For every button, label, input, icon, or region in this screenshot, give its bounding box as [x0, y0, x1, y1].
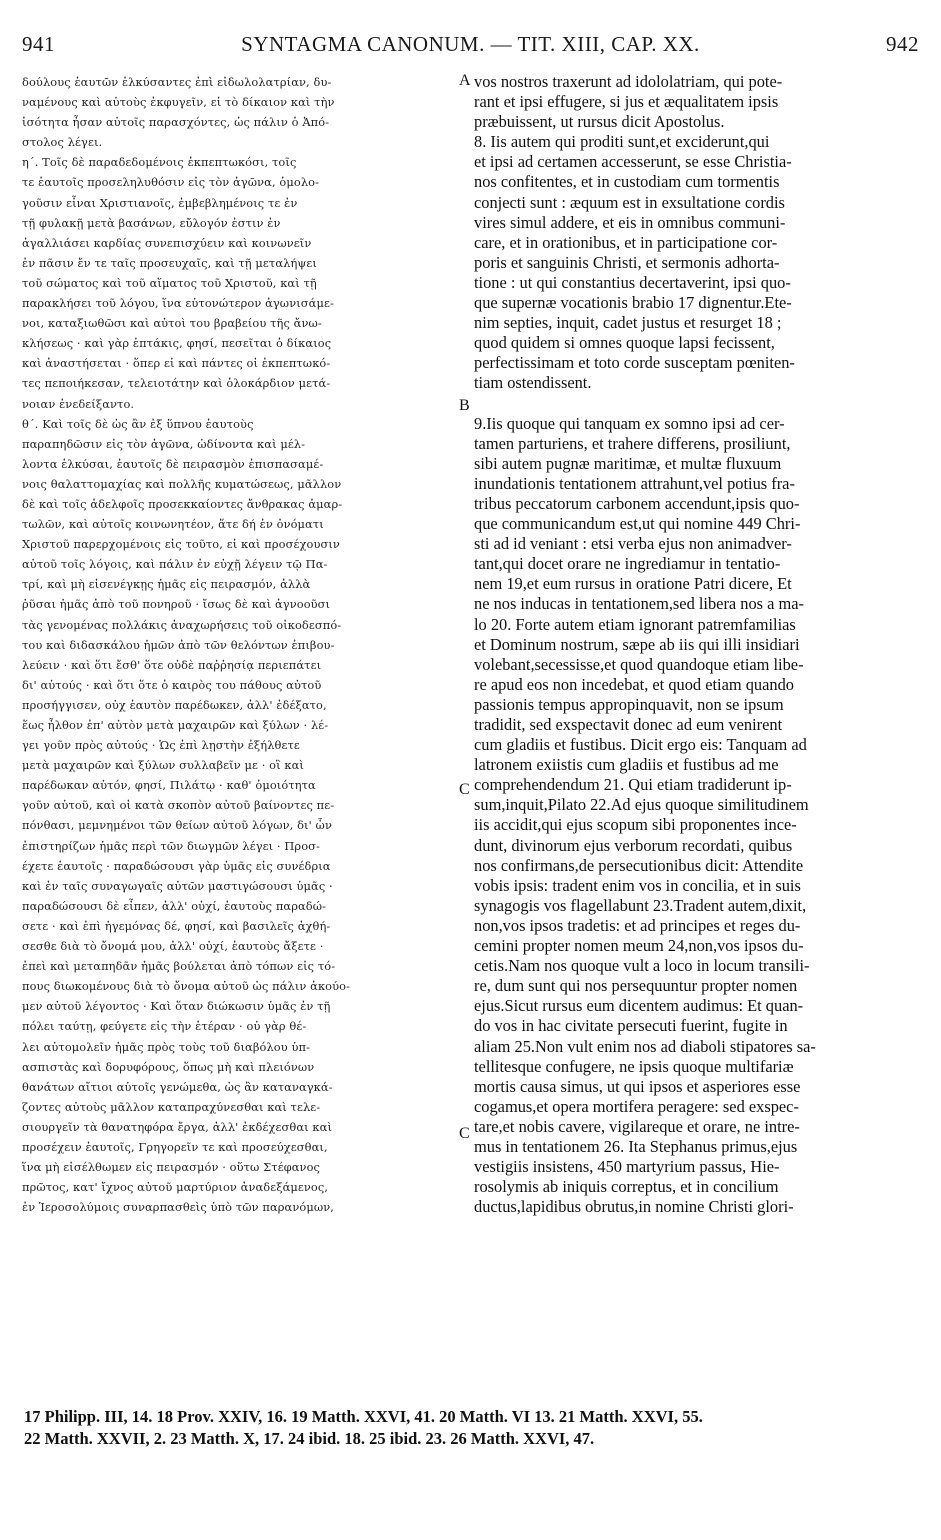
- latin-text-line: vires simul addere, et eis in omnibus communi-: [474, 212, 786, 232]
- greek-text-line: προσέχειν ἑαυτοῖς, Γρηγορεῖν τε καὶ προσεύχεσθαι,: [22, 1139, 328, 1154]
- latin-text-line: sum,inquit,Pilato 22.Ad ejus quoque similitudinem: [474, 795, 809, 815]
- footnote-line: 22 Matth. XXVII, 2. 23 Matth. X, 17. 24 ibid. 18. 25 ibid. 23. 26 Matth. XXVI, 47.: [24, 1429, 595, 1448]
- greek-text-line: πόνθασι, μεμνημένοι τῶν θείων αὐτοῦ λόγων, δι' ὧν: [22, 818, 332, 833]
- greek-text-line: πρῶτος, κατ' ἴχνος αὐτοῦ μαρτύριον ἀναδεξάμενος,: [22, 1180, 329, 1195]
- margin-marker-c-second: C: [459, 1125, 470, 1142]
- greek-text-line: ἕως ἦλθον ἐπ' αὐτὸν μετὰ μαχαιρῶν καὶ ξύλων · λέ-: [22, 718, 329, 732]
- latin-text-line: synagogis vos flagellabunt 23.Tradent autem,dixit,: [474, 895, 807, 915]
- greek-text-line: τωλῶν, καὶ αὐτοῖς κοινωνητέον, ἅτε δή ἐν ὀνόματι: [22, 517, 324, 532]
- greek-text-line: έχετε ἑαυτοῖς · παραδώσουσι γὰρ ὑμᾶς εἰς συνέδρια: [22, 858, 331, 873]
- footnote-line: 17 Philipp. III, 14. 18 Prov. XXIV, 16. 19 Matth. XXVI, 41. 20 Matth. VI 13. 21 Matth. XXVI, 55.: [24, 1407, 703, 1426]
- latin-text-line: tradidit, sed exspectavit donec ad eum venirent: [474, 715, 783, 734]
- greek-text-line: προσήγγισεν, οὐχ ἑαυτὸν παρέδωκεν, ἀλλ' ἐδέξατο,: [22, 697, 327, 712]
- greek-column: [22, 72, 454, 1217]
- latin-text-line: dunt, divinorum ejus verborum recordati, quibus: [474, 835, 793, 855]
- margin-marker-b: B: [459, 397, 470, 414]
- paragraph-gap: [474, 394, 919, 414]
- greek-text-line: τρί, καὶ μὴ εἰσενέγκῃς ἡμᾶς εἰς πειρασμόν, ἀλλὰ: [22, 577, 311, 592]
- latin-text-line: nos confirmans,de persecutionibus dicit: Attendite: [474, 855, 804, 875]
- latin-text-line: aliam 25.Non vult enim nos ad diaboli stipatores sa-: [474, 1036, 816, 1056]
- latin-text-line: conjecti sunt : æquum est in exsultatione cordis: [474, 192, 785, 212]
- latin-text-line: vobis ipsis: tradent enim vos in concilia, et in suis: [474, 875, 801, 895]
- greek-text-line: παρέδωκαν αὐτόν, φησί, Πιλάτῳ · καθ' ὁμοιότητα: [22, 778, 316, 793]
- greek-text-line: του καὶ διδασκάλου ἡμῶν ἀπὸ τῶν θελόντων ἐπιβου-: [22, 637, 335, 652]
- greek-text-line: καὶ ἐν ταῖς συναγωγαῖς αὐτῶν μαστιγώσουσι ὑμᾶς ·: [22, 878, 333, 893]
- greek-text-line: μετὰ μαχαιρῶν καὶ ξύλων συλλαβεῖν με · οἳ καὶ: [22, 758, 304, 773]
- latin-text-line: præbuissent, ut rursus dicit Apostolus.: [474, 112, 725, 132]
- latin-text-line: tellitesque confugere, ne ipsis quoque multifariæ: [474, 1056, 794, 1076]
- greek-text-line: λει αὐτομολεῖν ἡμᾶς πρὸς τοὺς τοῦ διαβόλου ὑπ-: [22, 1039, 311, 1054]
- greek-text-line: πόλει ταύτῃ, φεύγετε εἰς τὴν ἑτέραν · οὐ γὰρ θέ-: [22, 1019, 307, 1034]
- greek-text-line: τες πεποιήκεσαν, τελειοτάτην καὶ ὁλοκάρδιον μετά-: [22, 376, 331, 391]
- greek-text-line: παραπηδῶσιν εἰς τὸν ἀγῶνα, ὠδίνοντα καὶ μέλ-: [22, 436, 306, 451]
- latin-text-line: passionis tempus appropinquavit, non se ipsum: [474, 694, 784, 714]
- latin-text-line: rant et ipsi effugere, si jus et æqualitatem ipsis: [474, 92, 779, 112]
- greek-text-line: στολος λέγει.: [22, 135, 103, 150]
- latin-text-line: tribus peccatorum carbonem accendunt,ipsis quo-: [474, 493, 800, 513]
- latin-text-line: iis accidit,qui ejus scopum sibi proponentes ince-: [474, 815, 797, 835]
- greek-text-line: τῇ φυλακῇ μετὰ βασάνων, εὔλογόν ἐστιν ἐν: [22, 215, 281, 230]
- greek-text-line: κλήσεως · καὶ γὰρ ἑπτάκις, φησί, πεσεῖται ὁ δίκαιος: [22, 336, 332, 351]
- greek-text-line: παραδώσουσι δὲ εἶπεν, ἀλλ' οὐχί, ἑαυτοὺς παραδώ-: [22, 898, 327, 913]
- greek-text-line: γοῦν αὐτοῦ, καὶ οἱ κατὰ σκοπὸν αὐτοῦ βαίνοντες πε-: [22, 798, 335, 813]
- greek-text-line: λεύειν · καὶ ὅτι ἔσθ' ὅτε οὐδὲ παῤῥησίᾳ περιεπάτει: [22, 657, 322, 672]
- right-page-number: 942: [886, 32, 919, 56]
- latin-text-line: tione : ut qui constantius decertaverint, ipsi quo-: [474, 272, 791, 292]
- latin-text-line: nem 19,et eum rursus in oratione Patri dicere, Et: [474, 574, 792, 594]
- latin-text-line: 8. Iis autem qui proditi sunt,et exciderunt,qui: [474, 132, 770, 152]
- greek-text-line: μεν αὐτοῦ λέγοντος · Καὶ ὅταν διώκωσιν ὑμᾶς ἐν τῇ: [22, 999, 331, 1014]
- latin-text-line: 9.Iis quoque qui tanquam ex somno ipsi ad cer-: [474, 413, 785, 433]
- greek-text-line: αὐτοῦ τοῖς λόγοις, καὶ πάλιν ἐν εὐχῇ λέγειν τῷ Πα-: [22, 557, 328, 572]
- greek-text-line: γει γοῦν πρὸς αὐτούς · Ὡς ἐπὶ λῃστὴν ἐξήλθετε: [22, 738, 300, 753]
- margin-marker-c: C: [459, 781, 470, 798]
- latin-text-line: que communicandum est,ut qui nomine 449 Chri-: [474, 514, 801, 534]
- greek-text-line: ἰσότητα ἦσαν αὐτοῖς παρασχόντες, ὡς πάλιν ὁ Ἀπό-: [22, 115, 330, 130]
- greek-text-line: ἀγαλλιάσει καρδίας συνεπισχύειν καὶ κοινωνεῖν: [22, 235, 312, 250]
- latin-text-line: nos confitentes, et in custodiam cum tormentis: [474, 172, 780, 192]
- latin-text-line: nim septies, inquit, cadet justus et resurget 18 ;: [474, 313, 782, 333]
- greek-text-line: Χριστοῦ παρερχομένοις εἰς τοῦτο, εἰ καὶ προσέχουσιν: [22, 537, 340, 552]
- latin-text-line: sibi autem pugnæ maritimæ, et multæ fluxuum: [474, 453, 782, 473]
- greek-text-line: η΄. Τοῖς δὲ παραδεδομένοις ἐκπεπτωκόσι, τοῖς: [22, 155, 297, 170]
- greek-text-line: σετε · καὶ ἐπὶ ἡγεμόνας δέ, φησί, καὶ βασιλεῖς ἀχθή-: [22, 918, 331, 933]
- latin-text-line: latronem exiistis cum gladiis et fustibus ad me: [474, 755, 779, 775]
- running-title: SYNTAGMA CANONUM. — TIT. XIII, CAP. XX.: [241, 32, 700, 56]
- latin-text-line: ejus.Sicut rursus eum dicentem audimus: Et quan-: [474, 996, 804, 1016]
- greek-text-line: ἵνα μὴ εἰσέλθωμεν εἰς πειρασμόν · οὕτω Στέφανος: [22, 1160, 321, 1175]
- latin-text-line: et ipsi ad certamen accesserunt, se esse Christia-: [474, 152, 792, 172]
- latin-column: [474, 72, 919, 1217]
- latin-text-line: cetis.Nam nos quoque vult a loco in locum transili-: [474, 956, 810, 976]
- latin-text-line: re, dum sunt qui nos persequuntur propter nomen: [474, 976, 798, 996]
- greek-text-line: σιουργεῖν τὰ θανατηφόρα ἔργα, ἀλλ' ἐκδέχεσθαι καὶ: [22, 1119, 333, 1134]
- greek-text-line: ναμένους καὶ αὐτοὺς ἐκφυγεῖν, εἰ τὸ δίκαιον καὶ τὴν: [22, 95, 335, 110]
- greek-text-line: ασπιστὰς καὶ δορυφόρους, ὅπως μὴ καὶ πλειόνων: [22, 1059, 315, 1074]
- greek-text-line: θ΄. Καὶ τοῖς δὲ ὡς ἂν ἐξ ὕπνου ἑαυτοὺς: [22, 416, 254, 431]
- latin-text-line: cemini propter nomen meum 24,non,vos ipsos du-: [474, 936, 804, 956]
- greek-text-line: παρακλήσει τοῦ λόγου, ἵνα εὐτονώτερον ἀγωνισάμε-: [22, 296, 334, 311]
- greek-text-line: ζοντες αὐτοὺς μᾶλλον καταπραχύνεσθαι καὶ τελε-: [22, 1099, 321, 1114]
- latin-text-line: sti ad id veniant : etsi verba ejus non animadver-: [474, 534, 792, 554]
- latin-text-line: et Dominum nostrum, sæpe ab iis qui illi insidiari: [474, 634, 800, 654]
- latin-text-line: comprehendendum 21. Qui etiam tradiderunt ip-: [474, 775, 792, 795]
- greek-text-line: ἐν Ἱεροσολύμοις συναρπασθεὶς ὑπὸ τῶν παρανόμων,: [22, 1200, 334, 1215]
- greek-text-line: τοῦ σώματος καὶ τοῦ αἵματος τοῦ Χριστοῦ, καὶ τῇ: [22, 275, 317, 290]
- greek-text-line: τε ἑαυτοῖς προσεληλυθόσιν εἰς τὸν ἀγῶνα, ὁμολο-: [22, 175, 320, 190]
- latin-text-line: inundationis tentationem attrahunt,vel potius fra-: [474, 473, 795, 493]
- greek-text-line: ἐπιστηρίζων ἡμᾶς περὶ τῶν διωγμῶν λέγει · Προσ-: [22, 838, 320, 853]
- latin-text-line: que supernæ vocationis brabio 17 dignentur.Ete-: [474, 293, 792, 313]
- margin-marker-a: A: [459, 72, 471, 89]
- greek-text-line: νοις θαλαττομαχίας καὶ πολλῆς κυματώσεως, μᾶλλον: [22, 476, 342, 491]
- greek-text-line: νοι, καταξιωθῶσι καὶ αὐτοὶ του βραβείου τῆς ἄνω-: [22, 316, 322, 331]
- greek-text-line: λοντα ἑλκύσαι, ἑαυτοῖς δὲ πειρασμὸν ἐπισπασαμέ-: [22, 456, 324, 471]
- latin-text-line: rosolymis ab iniquis correptus, et in concilium: [474, 1177, 779, 1197]
- left-page-number: 941: [22, 32, 55, 56]
- latin-text-line: mus in tentationem 26. Ita Stephanus primus,ejus: [474, 1136, 798, 1156]
- greek-text-line: δούλους ἑαυτῶν ἑλκύσαντες ἐπὶ εἰδωλολατρίαν, δυ-: [22, 75, 332, 89]
- latin-text-line: tamen parturiens, et trahere differens, prosiliunt,: [474, 433, 791, 453]
- latin-text-line: cogamus,et opera mortifera peragere: sed exspec-: [474, 1096, 799, 1116]
- greek-text-line: δὲ καὶ τοῖς ἀδελφοῖς προσεκκαίοντες ἄνθρακας ἁμαρ-: [22, 496, 343, 511]
- latin-text-line: tant,qui docet orare ne ingrediamur in tentatio-: [474, 554, 781, 574]
- greek-text-line: δι' αὐτούς · καὶ ὅτι ὅτε ὁ καιρὸς του πάθους αὐτοῦ: [22, 677, 322, 692]
- latin-text-line: care, et in orationibus, et in participatione cor-: [474, 232, 778, 252]
- latin-text-line: vestigiis insistens, 450 martyrium passus, Hie-: [474, 1157, 780, 1177]
- greek-text-line: καὶ ἀναστήσεται · ὅπερ εἰ καὶ πάντες οἱ ἐκπεπτωκό-: [22, 356, 331, 371]
- latin-text-line: volebant,secessisse,et quod quandoque etiam libe-: [474, 654, 804, 674]
- greek-text-line: γοῦσιν εἶναι Χριστιανοῖς, ἐμβεβλημένοις τε ἐν: [22, 195, 298, 210]
- greek-text-line: ἐπεὶ καὶ μεταπηδᾶν ἡμᾶς βούλεται ἀπὸ τόπων εἰς τό-: [22, 959, 336, 974]
- footnotes: [24, 1406, 924, 1450]
- latin-text-line: ne nos inducas in tentationem,sed libera nos a ma-: [474, 594, 804, 614]
- greek-text-line: νοιαν ἐνεδείξαντο.: [22, 396, 135, 411]
- latin-text-line: vos nostros traxerunt ad idololatriam, qui pote-: [474, 72, 783, 91]
- latin-text-line: poris et sanguinis Christi, et sermonis adhorta-: [474, 252, 780, 272]
- latin-text-line: re apud eos non incedebat, et quod etiam quando: [474, 674, 794, 694]
- latin-text-line: tare,et nobis cavere, vigilareque et orare, ne intre-: [474, 1116, 800, 1136]
- latin-text-line: non,vos ipsos tradetis: et ad principes et reges du-: [474, 915, 801, 935]
- latin-text-line: perfectissimam et toto corde susceptam pœniten-: [474, 353, 795, 373]
- greek-text-line: ἐν πᾶσιν ἔν τε ταῖς προσευχαῖς, καὶ τῇ μεταλήψει: [22, 255, 317, 270]
- greek-text-line: πους διωκομένους διὰ τὸ ὄνομα αὐτοῦ ὡς πάλιν ἀκούο-: [22, 979, 351, 994]
- greek-text-line: τὰς γενομένας πολλάκις ἀναχωρήσεις τοῦ οἰκοδεσπό-: [22, 617, 342, 632]
- latin-text-line: quod quidem si omnes quoque lapsi fecissent,: [474, 333, 775, 353]
- greek-text-line: σεσθε διὰ τὸ ὄνομά μου, ἀλλ' οὐχί, ἑαυτοὺς ἄξετε ·: [22, 939, 324, 954]
- greek-text-line: ῥῦσαι ἡμᾶς ἀπὸ τοῦ πονηροῦ · ἴσως δὲ καὶ ἀγνοοῦσι: [22, 597, 331, 612]
- latin-text-line: mortis causa simus, ut qui ipsos et asperiores esse: [474, 1076, 801, 1096]
- latin-text-line: tiam ostendissent.: [474, 373, 592, 393]
- latin-text-line: do vos in hac civitate persecuti fuerint, fugite in: [474, 1016, 788, 1036]
- latin-text-line: lo 20. Forte autem etiam ignorant patremfamilias: [474, 614, 796, 634]
- latin-text-line: ductus,lapidibus obrutus,in nomine Christi glori-: [474, 1197, 794, 1217]
- greek-text-line: θανάτων αἴτιοι αὐτοῖς γενώμεθα, ὡς ἂν καταναγκά-: [22, 1079, 333, 1094]
- running-header: [22, 32, 919, 62]
- latin-text-line: cum gladiis et fustibus. Dicit ergo eis: Tanquam ad: [474, 735, 807, 755]
